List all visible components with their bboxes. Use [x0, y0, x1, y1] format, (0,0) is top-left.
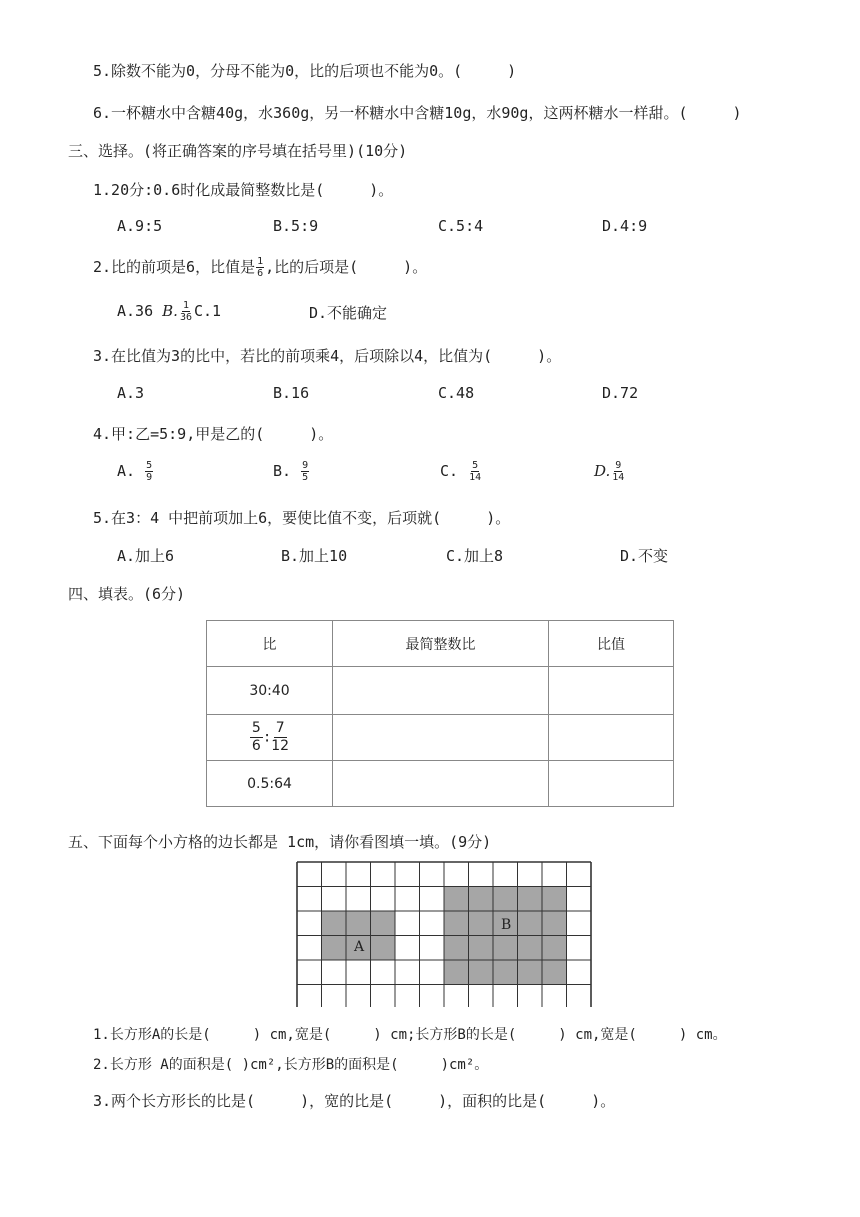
fraction-denominator: 6 [257, 268, 264, 279]
option-fraction [301, 460, 309, 483]
fraction-numerator: 5 [472, 460, 479, 471]
section4-title: 四、填表。(6分) [68, 585, 186, 603]
fraction-numerator: 7 [275, 720, 285, 736]
choice-q2-option-a: A.36 [117, 302, 163, 320]
grid-figure [296, 861, 594, 1011]
fraction-denominator: 14 [469, 472, 482, 483]
table-header-simplest: 最简整数比 [333, 621, 549, 667]
option-label: B. [273, 462, 292, 480]
ratio-separator: : [262, 729, 272, 746]
table-cell-ratio: 30:40 [207, 667, 333, 715]
choice-q1-option-b: B.5:9 [273, 217, 319, 235]
table-row [207, 761, 674, 807]
option-fraction [145, 460, 153, 483]
judge-q5: 5.除数不能为0，分母不能为0，比的后项也不能为0。( ) [93, 62, 517, 80]
choice-q4-option-c [440, 460, 483, 483]
option-label: D. [594, 462, 611, 480]
choice-q4-option-d [594, 460, 626, 483]
choice-q1: 1.20分:0.6时化成最简整数比是( )。 [93, 181, 394, 199]
fraction-numerator: 1 [257, 256, 264, 267]
choice-q1-option-c: C.5:4 [438, 217, 484, 235]
choice-q2-option-c: C.1 [194, 302, 222, 320]
section5-title: 五、下面每个小方格的边长都是 1cm，请你看图填一填。(9分) [68, 833, 492, 851]
choice-q2 [93, 256, 427, 279]
fraction [250, 720, 263, 755]
fraction-numerator: 9 [302, 460, 309, 471]
table-header-ratio: 比 [207, 621, 333, 667]
choice-q4-option-b [273, 460, 310, 483]
table-cell-ratio [207, 715, 333, 761]
choice-q2-option-b-label: B. [162, 302, 178, 320]
fraction-numerator: 5 [251, 720, 261, 736]
choice-q2-post: ,比的后项是( )。 [265, 258, 428, 276]
table-cell-ratio: 0.5:64 [207, 761, 333, 807]
table-header-row [207, 621, 674, 667]
table-header-value: 比值 [549, 621, 674, 667]
table-row [207, 715, 674, 761]
choice-q3-option-c: C.48 [438, 384, 475, 402]
choice-q4-option-a [117, 460, 154, 483]
choice-q2-options [117, 300, 221, 323]
grid-q1: 1.长方形A的长是( ) cm,宽是( ) cm;长方形B的长是( ) cm,宽是( ) cm。 [93, 1027, 727, 1043]
grid-q3: 3.两个长方形长的比是( )，宽的比是( )，面积的比是( )。 [93, 1092, 616, 1110]
choice-q3-option-a: A.3 [117, 384, 145, 402]
choice-q5-option-d: D.不变 [620, 547, 669, 565]
choice-q3-option-b: B.16 [273, 384, 310, 402]
fill-table [206, 620, 674, 807]
fraction-denominator: 36 [179, 312, 192, 323]
choice-q1-option-d: D.4:9 [602, 217, 648, 235]
grid-q2: 2.长方形 A的面积是( )cm²,长方形B的面积是( )cm²。 [93, 1057, 489, 1073]
table-cell-answer[interactable] [333, 761, 549, 807]
choice-q2-fraction [256, 256, 264, 279]
option-fraction [468, 460, 482, 483]
table-cell-answer[interactable] [333, 715, 549, 761]
choice-q3-option-d: D.72 [602, 384, 639, 402]
table-cell-answer[interactable] [549, 715, 674, 761]
fraction-numerator: 9 [615, 460, 622, 471]
choice-q3: 3.在比值为3的比中，若比的前项乘4，后项除以4，比值为( )。 [93, 347, 562, 365]
option-fraction [611, 460, 625, 483]
table-cell-answer[interactable] [549, 667, 674, 715]
table-cell-answer[interactable] [549, 761, 674, 807]
choice-q1-option-a: A.9:5 [117, 217, 163, 235]
choice-q5-option-b: B.加上10 [281, 547, 348, 565]
fraction-denominator: 12 [271, 738, 290, 754]
choice-q5: 5.在3：4 中把前项加上6，要使比值不变，后项就( )。 [93, 509, 511, 527]
rectangle-a-label: A [354, 939, 365, 955]
option-label: A. [117, 462, 136, 480]
fraction-denominator: 5 [302, 472, 309, 483]
fraction-numerator: 5 [146, 460, 153, 471]
fraction [271, 720, 289, 755]
choice-q2-option-b-fraction [179, 300, 193, 323]
fraction-denominator: 6 [251, 738, 261, 754]
choice-q5-option-c: C.加上8 [446, 547, 504, 565]
option-label: C. [440, 462, 459, 480]
choice-q2-pre: 2.比的前项是6，比值是 [93, 258, 256, 276]
table-row [207, 667, 674, 715]
choice-q5-option-a: A.加上6 [117, 547, 175, 565]
table-cell-answer[interactable] [333, 667, 549, 715]
grid-svg [296, 861, 594, 1007]
rectangle-b-label: B [501, 917, 512, 933]
choice-q4: 4.甲:乙=5:9,甲是乙的( )。 [93, 425, 334, 443]
fraction-denominator: 14 [612, 472, 625, 483]
choice-q2-option-d: D.不能确定 [309, 304, 388, 322]
judge-q6: 6.一杯糖水中含糖40g，水360g，另一杯糖水中含糖10g，水90g，这两杯糖水一样甜。( ) [93, 104, 742, 122]
section3-title: 三、选择。(将正确答案的序号填在括号里)(10分) [68, 142, 408, 160]
fraction-denominator: 9 [146, 472, 153, 483]
fraction-numerator: 1 [182, 300, 189, 311]
